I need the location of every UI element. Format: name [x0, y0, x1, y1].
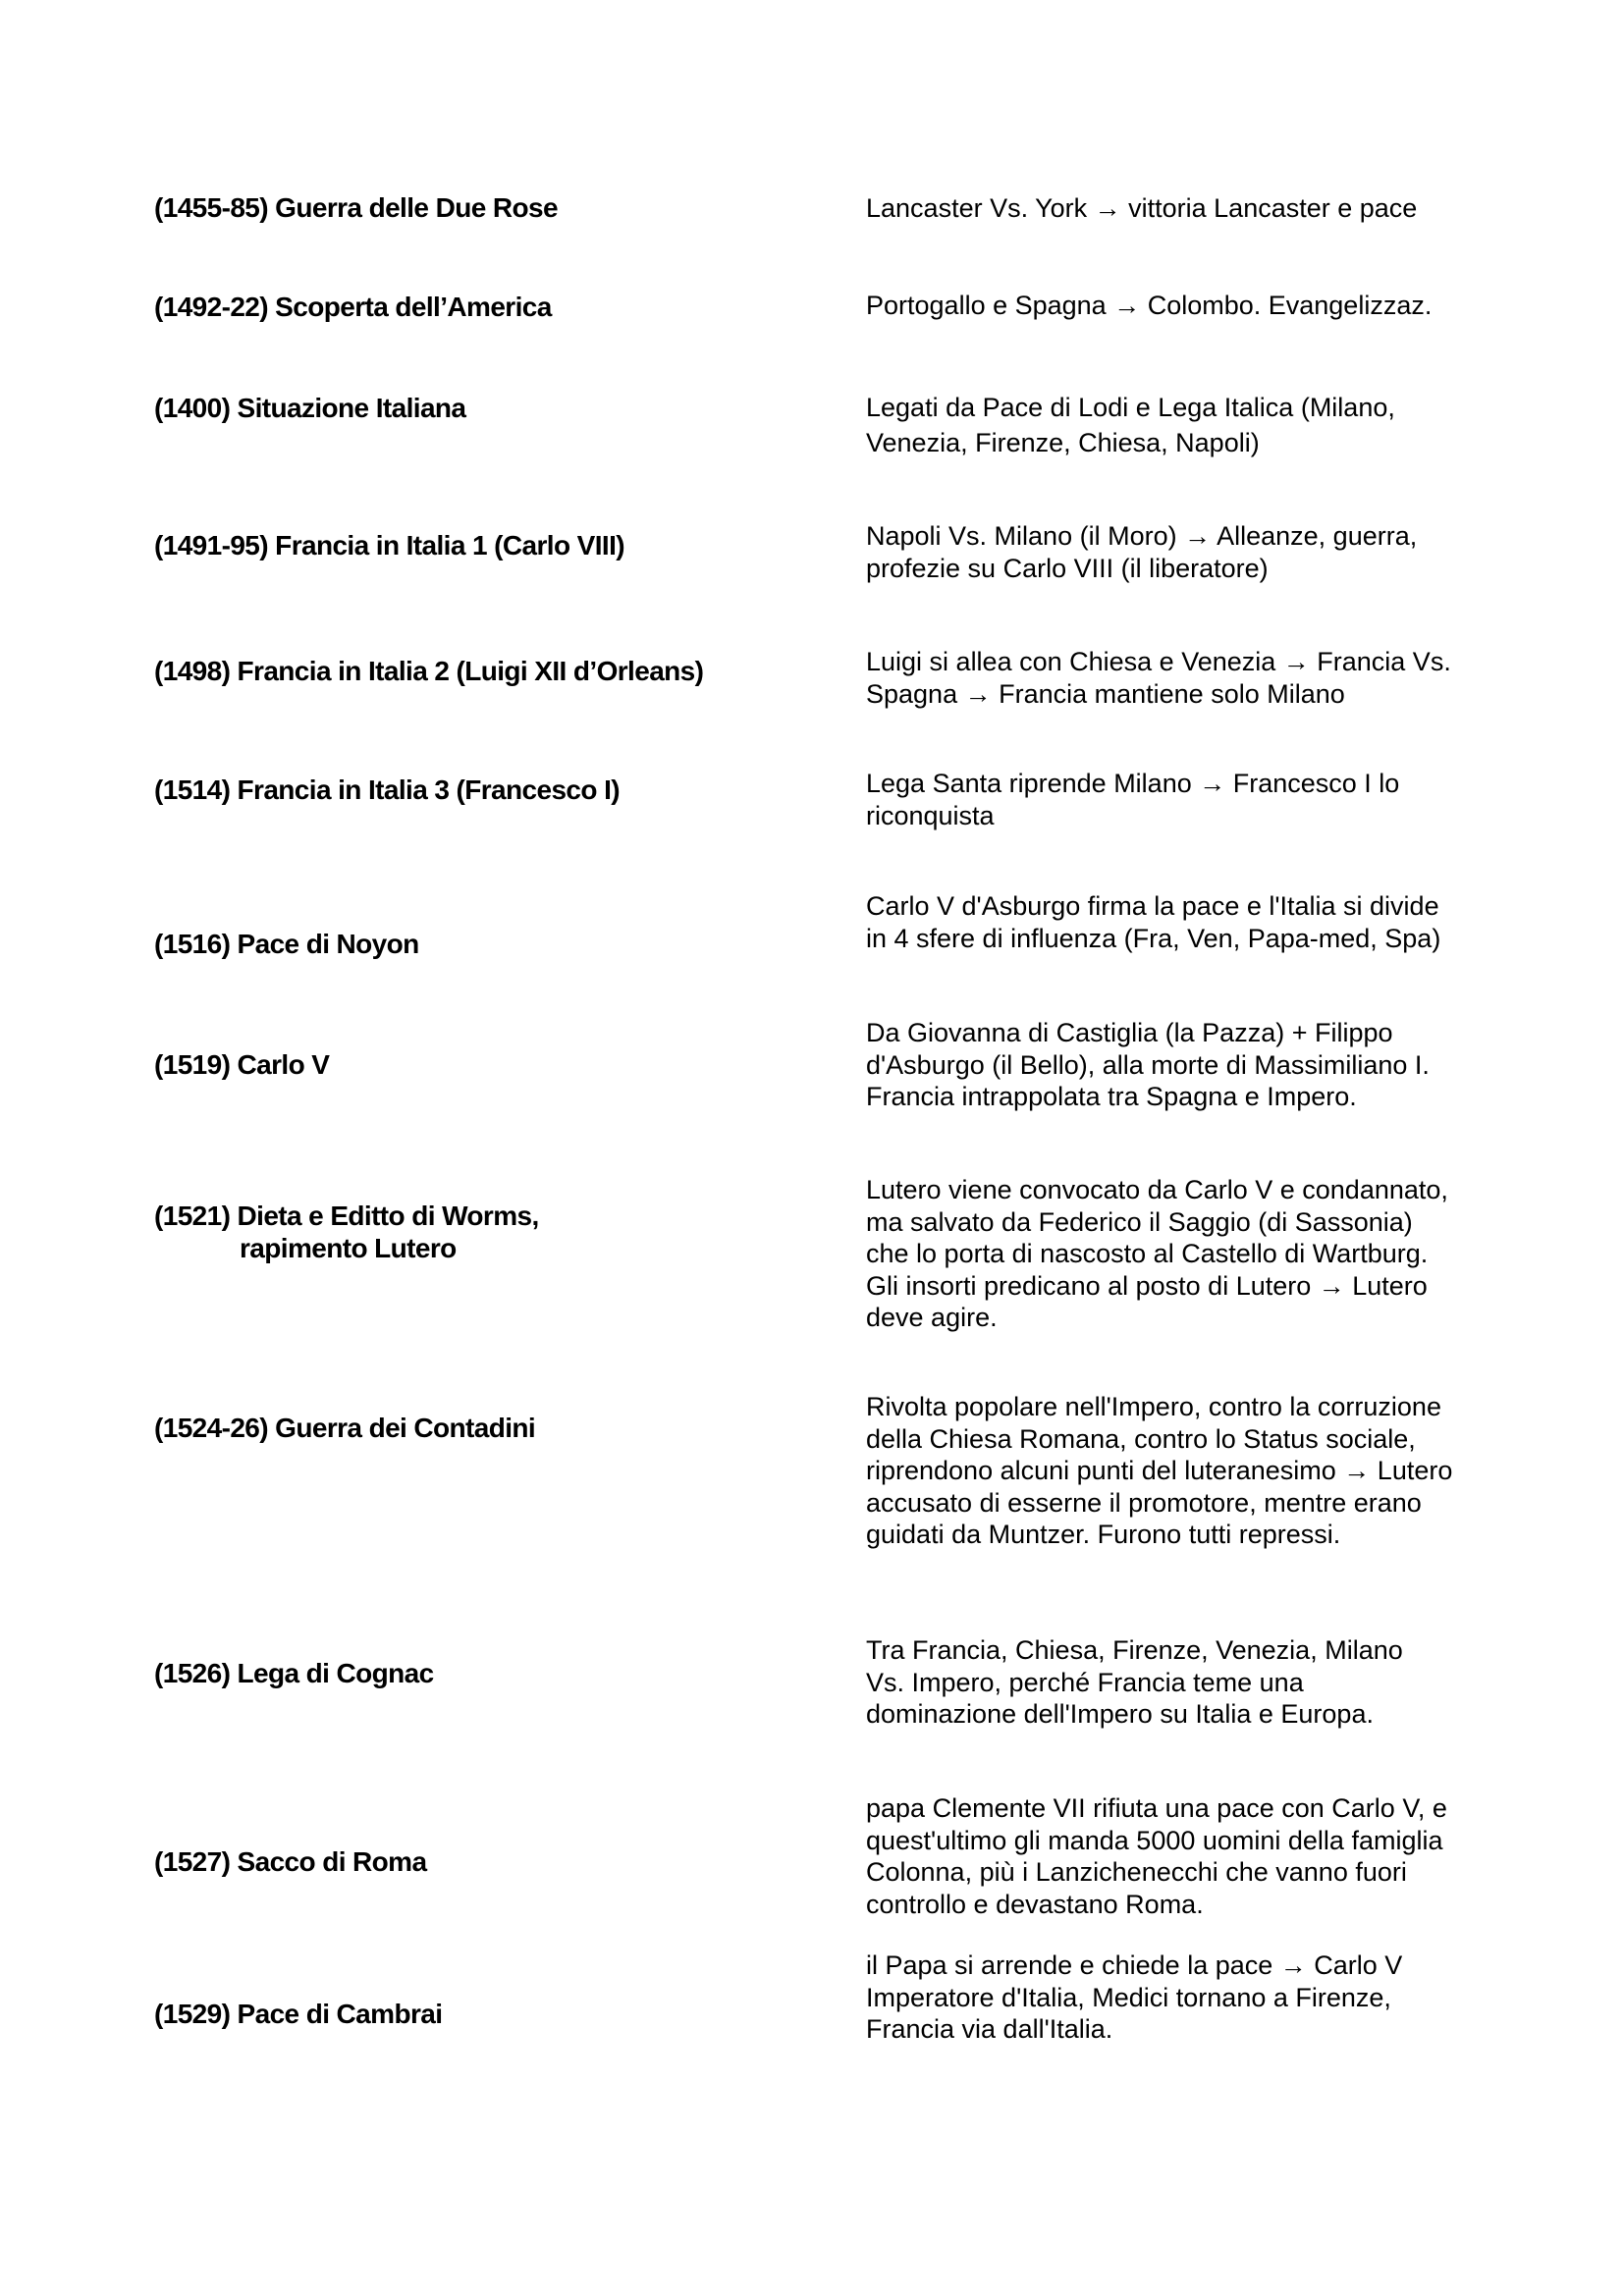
- description-line: ma salvato da Federico il Saggio (di Sassonia): [866, 1206, 1413, 1237]
- entry-title: [154, 1200, 841, 1264]
- description-line: guidati da Muntzer. Furono tutti repressi.: [866, 1520, 1341, 1549]
- entry-title: (1529) Pace di Cambrai: [154, 1999, 443, 2029]
- description-line: Tra Francia, Chiesa, Firenze, Venezia, Milano: [866, 1635, 1403, 1665]
- entry-title: (1491-95) Francia in Italia 1 (Carlo VIII): [154, 530, 624, 561]
- description-line: riconquista: [866, 800, 995, 830]
- entry-description: [866, 1949, 1514, 2046]
- description-line: che lo porta di nascosto al Castello di Wartburg.: [866, 1239, 1429, 1268]
- entry-title: (1492-22) Scoperta dell’America: [154, 292, 552, 322]
- description-line: Rivolta popolare nell'Impero, contro la corruzione: [866, 1392, 1441, 1421]
- entry-title: (1527) Sacco di Roma: [154, 1846, 427, 1877]
- entry-title: (1524-26) Guerra dei Contadini: [154, 1413, 536, 1443]
- description-line: il Papa si arrende e chiede la pace → Carlo V: [866, 1950, 1403, 1980]
- description-line: accusato di esserne il promotore, mentre erano: [866, 1487, 1422, 1518]
- entry-description: [866, 1174, 1514, 1334]
- description-line: Lancaster Vs. York → vittoria Lancaster e pace: [866, 193, 1418, 223]
- description-line: controllo e devastano Roma.: [866, 1889, 1204, 1919]
- entry-description: [866, 1634, 1514, 1731]
- description-line: Gli insorti predicano al posto di Lutero → Lutero: [866, 1270, 1428, 1301]
- entry-description: [866, 768, 1514, 831]
- description-line: papa Clemente VII rifiuta una pace con Carlo V, e: [866, 1793, 1447, 1823]
- description-line: della Chiesa Romana, contro lo Status sociale,: [866, 1423, 1416, 1454]
- description-line: Francia intrappolata tra Spagna e Impero.: [866, 1082, 1357, 1111]
- description-line: quest'ultimo gli manda 5000 uomini della famiglia: [866, 1825, 1443, 1855]
- description-line: deve agire.: [866, 1303, 998, 1332]
- entry-description: [866, 646, 1514, 710]
- entry-title: (1455-85) Guerra delle Due Rose: [154, 192, 558, 223]
- entry-title-main: (1521) Dieta e Editto di Worms,: [154, 1201, 539, 1231]
- entry-description: [866, 1017, 1514, 1113]
- description-line: Colonna, più i Lanzichenecchi che vanno fuori: [866, 1857, 1407, 1887]
- entry-title: (1514) Francia in Italia 3 (Francesco I): [154, 774, 620, 805]
- description-line: in 4 sfere di influenza (Fra, Ven, Papa-med, Spa): [866, 923, 1441, 953]
- description-line: Spagna → Francia mantiene solo Milano: [866, 678, 1345, 709]
- entry-description: [866, 1792, 1514, 1920]
- entry-description: [866, 290, 1514, 322]
- description-line: Napoli Vs. Milano (il Moro) → Alleanze, guerra,: [866, 521, 1418, 551]
- entry-description: [866, 192, 1514, 225]
- description-line: Legati da Pace di Lodi e Lega Italica (Milano,: [866, 393, 1395, 422]
- description-line: Lega Santa riprende Milano → Francesco I lo: [866, 769, 1400, 798]
- description-line: dominazione dell'Impero su Italia e Europa.: [866, 1699, 1374, 1729]
- description-line: Lutero viene convocato da Carlo V e condannato,: [866, 1175, 1448, 1204]
- entry-description: [866, 1391, 1514, 1551]
- description-line: Imperatore d'Italia, Medici tornano a Firenze,: [866, 1982, 1391, 2012]
- description-line: profezie su Carlo VIII (il liberatore): [866, 553, 1269, 583]
- entry-description: [866, 520, 1514, 584]
- entry-title: (1519) Carlo V: [154, 1049, 330, 1080]
- entry-title: (1516) Pace di Noyon: [154, 929, 419, 959]
- description-line: riprendono alcuni punti del luteranesimo → Lutero: [866, 1456, 1453, 1485]
- description-line: d'Asburgo (il Bello), alla morte di Massimiliano I.: [866, 1049, 1430, 1080]
- description-line: Carlo V d'Asburgo firma la pace e l'Italia si divide: [866, 891, 1439, 921]
- description-line: Vs. Impero, perché Francia teme una: [866, 1667, 1304, 1697]
- description-line: Luigi si allea con Chiesa e Venezia → Francia Vs.: [866, 647, 1451, 676]
- entry-title-continuation: rapimento Lutero: [240, 1233, 457, 1263]
- description-line: Venezia, Firenze, Chiesa, Napoli): [866, 428, 1260, 457]
- description-line: Francia via dall'Italia.: [866, 2014, 1113, 2044]
- description-line: Portogallo e Spagna → Colombo. Evangelizzaz.: [866, 291, 1433, 320]
- entry-title: (1498) Francia in Italia 2 (Luigi XII d’Orleans): [154, 656, 704, 686]
- entry-title: (1400) Situazione Italiana: [154, 393, 466, 423]
- description-line: Da Giovanna di Castiglia (la Pazza) + Filippo: [866, 1018, 1393, 1047]
- entry-description: [866, 390, 1514, 460]
- entry-description: [866, 890, 1514, 954]
- entry-title: (1526) Lega di Cognac: [154, 1658, 434, 1688]
